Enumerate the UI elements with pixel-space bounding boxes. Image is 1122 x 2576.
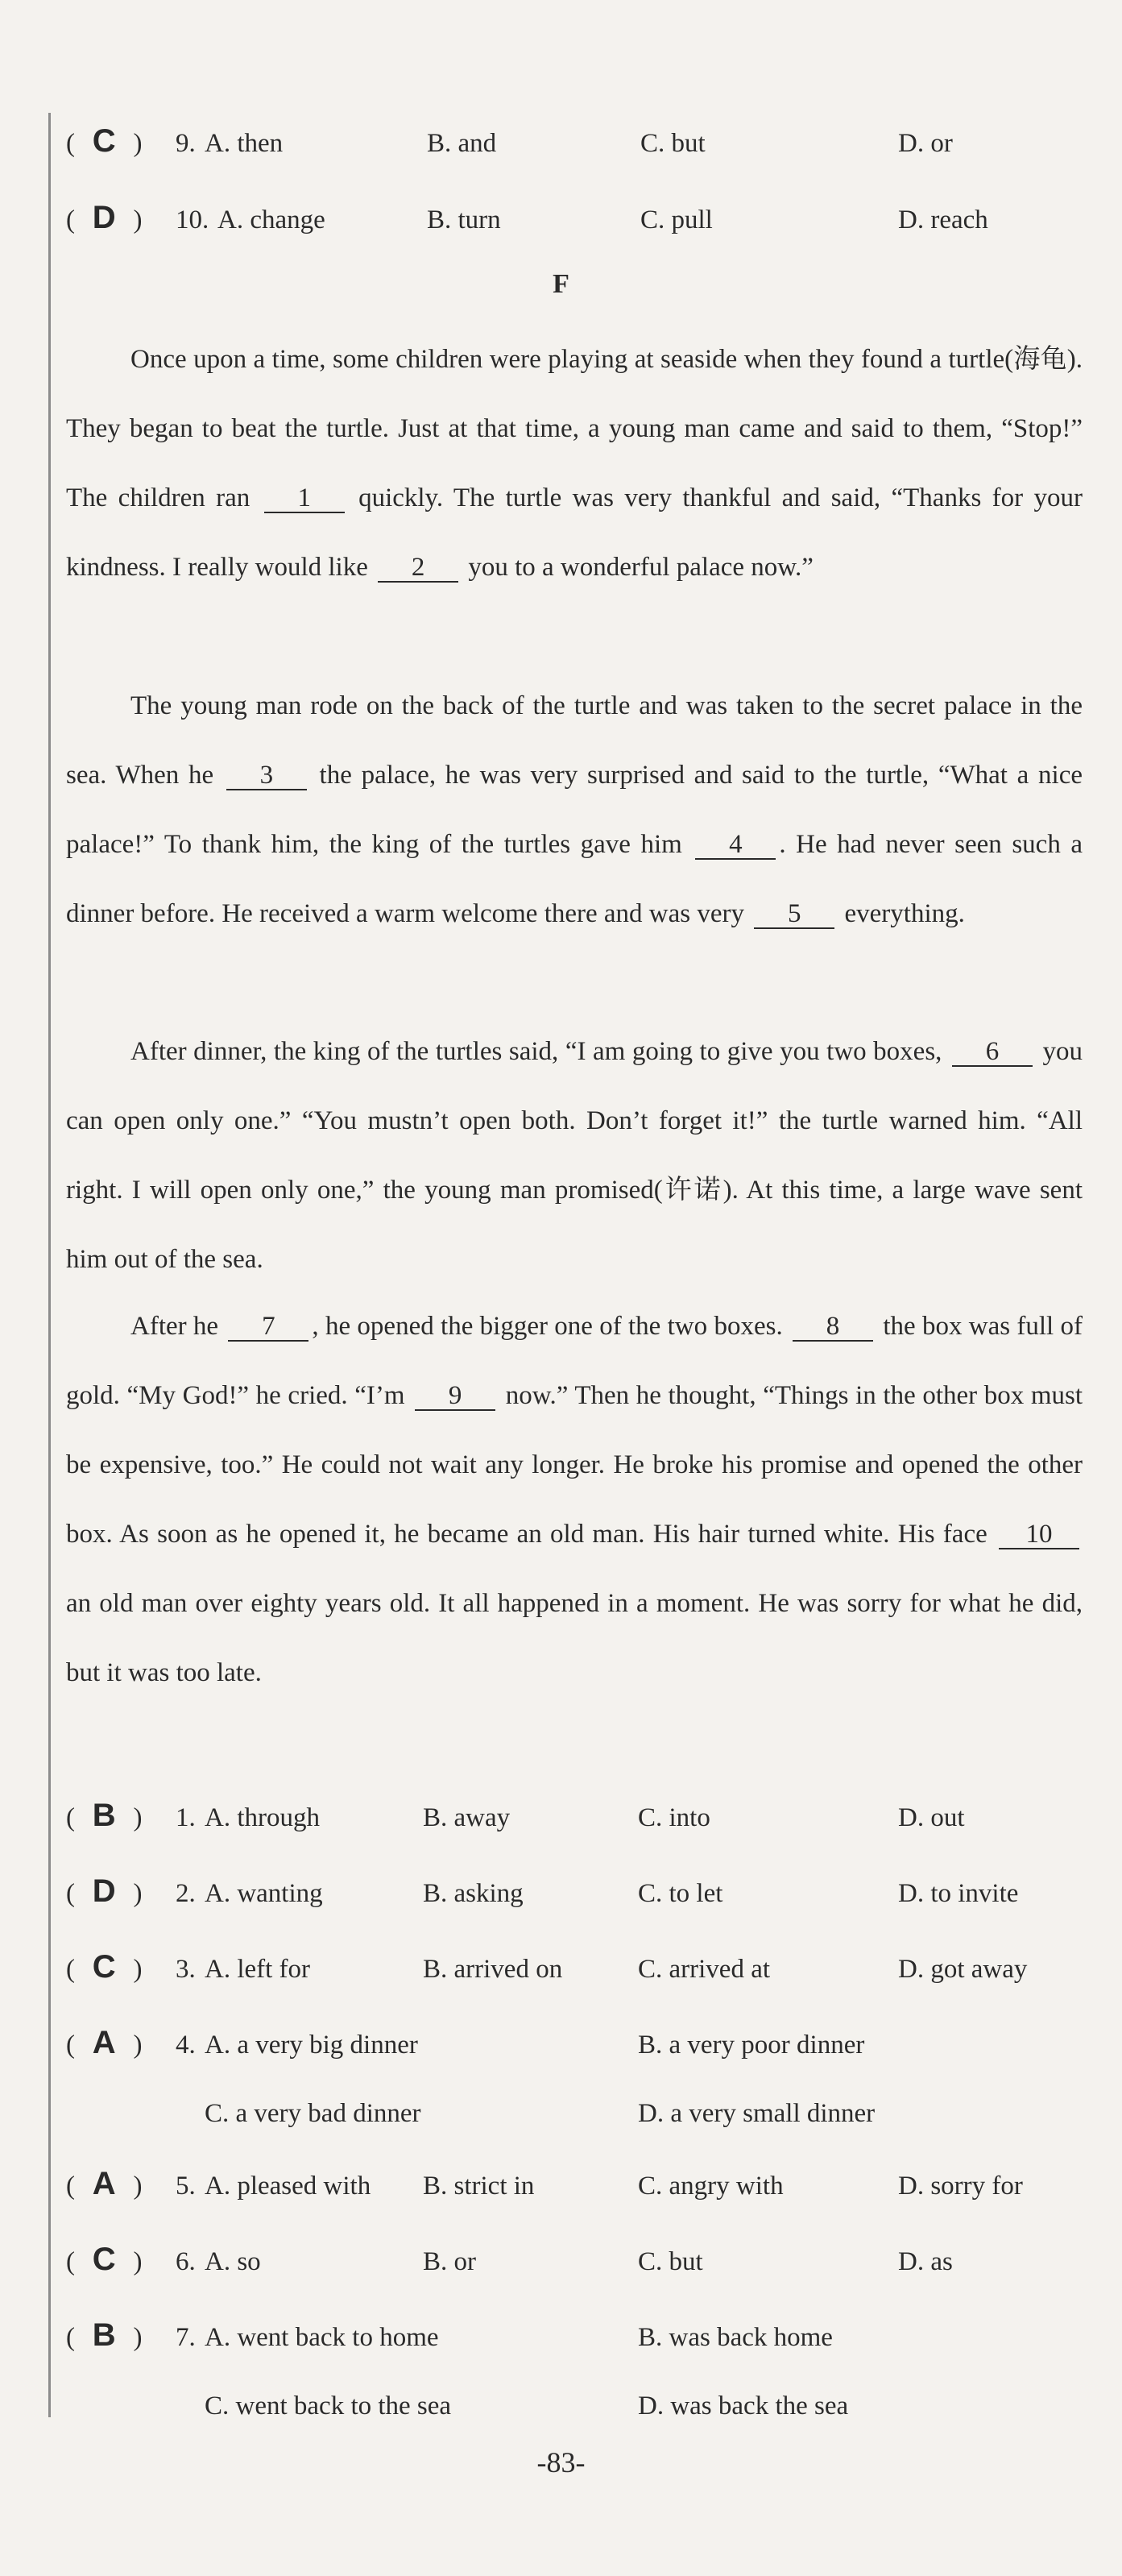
- option-a: A. went back to home: [205, 2323, 439, 2352]
- option-a: A. so: [205, 2247, 261, 2276]
- option-c: C. angry with: [638, 2172, 784, 2201]
- question-row-5: ( A ): [66, 2166, 143, 2201]
- blank-1: 1: [264, 484, 345, 513]
- section-heading: F: [553, 269, 569, 299]
- question-number: 6.: [176, 2247, 196, 2276]
- passage-text: quickly. The turtle was very thankful and said, “Thanks for your kindness. I really would like: [66, 483, 1083, 582]
- question-row-2: ( D ): [66, 1873, 143, 1909]
- option-b: B. was back home: [638, 2323, 833, 2352]
- passage-paragraph-1: [66, 325, 1083, 602]
- passage-text: everything.: [844, 899, 965, 928]
- blank-6: 6: [952, 1038, 1033, 1067]
- passage-text: . He had never seen such a dinner before. He received a warm welcome there and was very: [66, 830, 1083, 928]
- option-d: D. to invite: [898, 1879, 1019, 1908]
- option-d: D. got away: [898, 1955, 1028, 1984]
- passage-text: , he opened the bigger one of the two boxes.: [312, 1312, 783, 1341]
- option-a: A. pleased with: [205, 2172, 371, 2201]
- passage-paragraph-3: [66, 1017, 1083, 1294]
- option-a: A. through: [205, 1803, 320, 1832]
- question-row-6: ( C ): [66, 2242, 143, 2277]
- passage-text: an old man over eighty years old. It all happened in a moment. He was sorry for what he did, but it was too late.: [66, 1589, 1083, 1687]
- option-c: C. a very bad dinner: [205, 2099, 421, 2128]
- option-d: D. out: [898, 1803, 965, 1832]
- option-a: A. then: [205, 129, 284, 158]
- answer-mark: C: [92, 2242, 116, 2277]
- option-b: B. strict in: [423, 2172, 535, 2201]
- question-number: 10.: [176, 205, 209, 234]
- blank-2: 2: [378, 554, 458, 583]
- blank-3: 3: [226, 761, 307, 790]
- passage-text: Once upon a time, some children were playing at seaside when they found a turtle(海龟). They began to beat the turtle. Just at that time, a young man came and said to them, “Stop!” The children ran: [66, 345, 1083, 512]
- option-a: A. change: [217, 205, 325, 234]
- blank-4: 4: [695, 831, 776, 860]
- question-row-10: ( D ): [66, 200, 143, 235]
- answer-mark: B: [92, 2317, 116, 2353]
- option-b: B. turn: [427, 205, 501, 234]
- question-row-9: ( C ): [66, 123, 143, 159]
- answer-mark: B: [92, 1798, 116, 1833]
- question-number: 2.: [176, 1879, 196, 1908]
- option-b: B. or: [423, 2247, 476, 2276]
- answer-mark: C: [92, 123, 116, 159]
- option-b: B. asking: [423, 1879, 524, 1908]
- passage-text: you can open only one.” “You mustn’t open both. Don’t forget it!” the turtle warned him. “All right. I will open only one,” the young man promised(许诺). At this time, a large wave sent him out of the sea.: [66, 1037, 1083, 1274]
- option-d: D. sorry for: [898, 2172, 1023, 2201]
- question-number: 1.: [176, 1803, 196, 1832]
- passage-text: The young man rode on the back of the turtle and was taken to the secret palace in the sea. When he: [66, 691, 1083, 790]
- option-c: C. pull: [640, 205, 713, 234]
- question-number: 5.: [176, 2172, 196, 2201]
- passage-paragraph-2: [66, 671, 1083, 948]
- answer-mark: D: [92, 1873, 116, 1909]
- blank-5: 5: [754, 900, 834, 929]
- option-d: D. a very small dinner: [638, 2099, 876, 2128]
- answer-mark: A: [92, 2025, 116, 2060]
- blank-7: 7: [228, 1313, 308, 1342]
- answer-mark: D: [92, 200, 116, 235]
- option-d: D. as: [898, 2247, 953, 2276]
- question-row-4: ( A ): [66, 2025, 143, 2060]
- passage-paragraph-4: [66, 1292, 1083, 1707]
- option-b: B. away: [423, 1803, 511, 1832]
- passage-text: the box was full of gold. “My God!” he cried. “I’m: [66, 1312, 1083, 1410]
- question-row-1: ( B ): [66, 1798, 143, 1833]
- blank-9: 9: [415, 1382, 495, 1411]
- option-d: D. reach: [898, 205, 988, 234]
- question-row-3: ( C ): [66, 1949, 143, 1985]
- option-d: D. was back the sea: [638, 2391, 849, 2420]
- option-c: C. went back to the sea: [205, 2391, 452, 2420]
- option-c: C. arrived at: [638, 1955, 771, 1984]
- answer-mark: C: [92, 1949, 116, 1985]
- passage-text: the palace, he was very surprised and said to the turtle, “What a nice palace!” To thank him, the king of the turtles gave him: [66, 761, 1083, 859]
- option-c: C. into: [638, 1803, 710, 1832]
- passage-text: you to a wonderful palace now.”: [468, 553, 814, 582]
- page-number: -83-: [536, 2446, 586, 2479]
- option-b: B. and: [427, 129, 497, 158]
- passage-text: After dinner, the king of the turtles said, “I am going to give you two boxes,: [130, 1037, 942, 1066]
- option-c: C. but: [638, 2247, 703, 2276]
- question-number: 4.: [176, 2031, 196, 2060]
- blank-10: 10: [999, 1520, 1079, 1549]
- question-number: 3.: [176, 1955, 196, 1984]
- question-row-7: ( B ): [66, 2317, 143, 2353]
- question-number: 7.: [176, 2323, 196, 2352]
- option-d: D. or: [898, 129, 953, 158]
- blank-8: 8: [793, 1313, 873, 1342]
- option-b: B. arrived on: [423, 1955, 563, 1984]
- left-margin-line: [48, 113, 51, 2417]
- option-a: A. wanting: [205, 1879, 323, 1908]
- question-number: 9.: [176, 129, 196, 158]
- answer-mark: A: [92, 2166, 116, 2201]
- passage-text: After he: [130, 1312, 219, 1341]
- option-b: B. a very poor dinner: [638, 2031, 865, 2060]
- option-c: C. but: [640, 129, 706, 158]
- option-a: A. left for: [205, 1955, 311, 1984]
- passage-text: now.” Then he thought, “Things in the other box must be expensive, too.” He could not wait any longer. He broke his promise and opened the other box. As soon as he opened it, he became an old man. His hair turned white. His face: [66, 1381, 1083, 1549]
- option-a: A. a very big dinner: [205, 2031, 418, 2060]
- option-c: C. to let: [638, 1879, 723, 1908]
